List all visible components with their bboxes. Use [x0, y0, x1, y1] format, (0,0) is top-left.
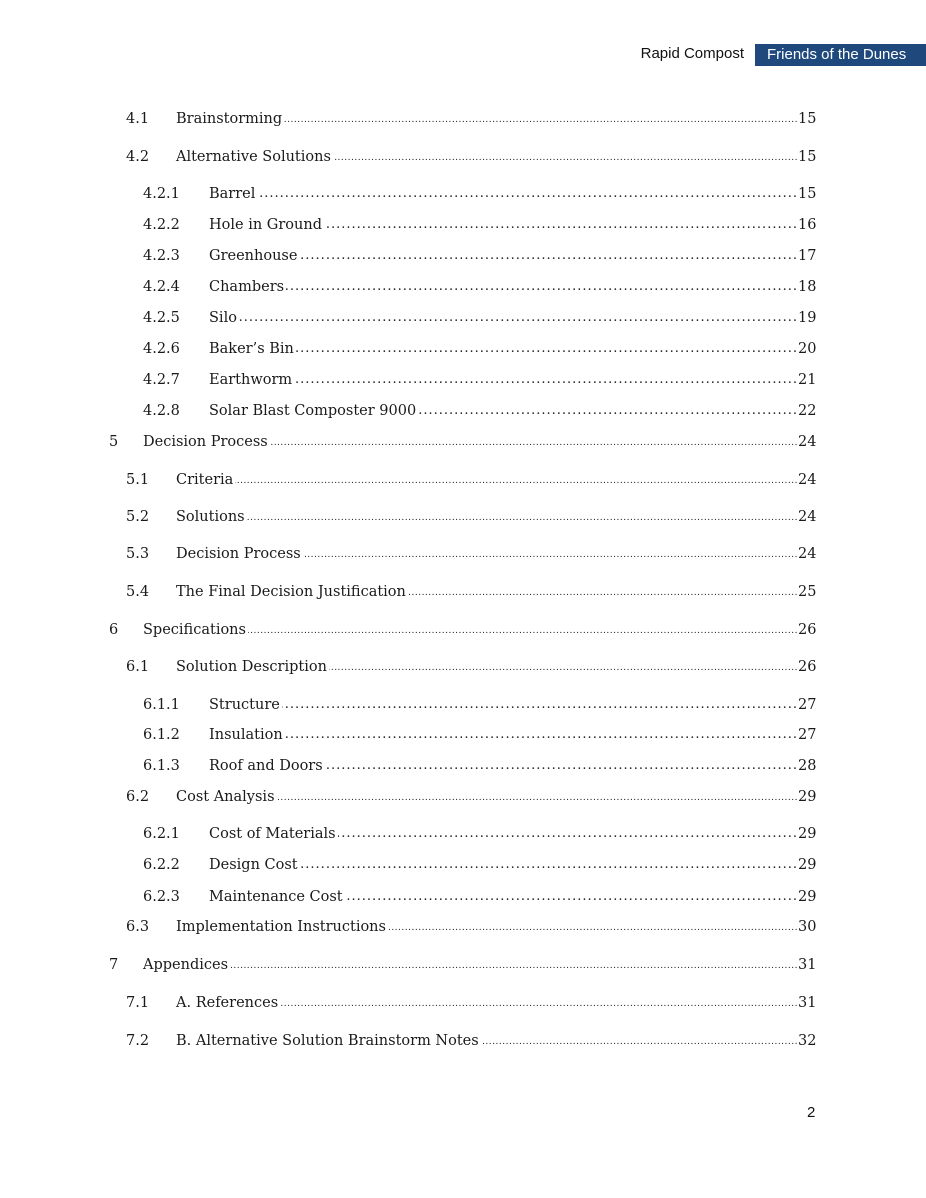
toc-entry-number: 6 [109, 622, 119, 638]
toc-entry-title: Solar Blast Composter 9000 [209, 400, 418, 422]
toc-entry-number: 4.2.5 [143, 310, 180, 326]
toc-entry[interactable] [0, 108, 926, 130]
toc-leader [270, 108, 798, 130]
toc-entry-number: 5.2 [126, 509, 150, 525]
toc-entry-number: 4.2 [126, 149, 150, 165]
toc-entry[interactable] [0, 214, 926, 236]
toc-entry-page: 29 [798, 786, 818, 808]
toc-entry[interactable] [0, 581, 926, 603]
toc-leader [272, 786, 798, 808]
toc-entry-title: Barrel [209, 183, 257, 205]
toc-leader [250, 183, 798, 205]
toc-entry-page: 26 [798, 619, 818, 641]
toc-leader [320, 146, 798, 168]
toc-entry-title: Insulation [209, 724, 285, 746]
toc-entry-page: 27 [798, 724, 818, 746]
toc-entry-number: 6.2 [126, 789, 150, 805]
toc-entry[interactable] [0, 854, 926, 876]
toc-entry-page: 30 [798, 916, 818, 938]
toc-leader [396, 581, 798, 603]
toc-entry-title: Alternative Solutions [176, 146, 333, 168]
toc-leader [292, 854, 798, 876]
toc-entry-number: 5 [109, 434, 119, 450]
toc-entry-title: Chambers [209, 276, 286, 298]
toc-entry-title: Greenhouse [209, 245, 299, 267]
toc-entry-title: Structure [209, 694, 282, 716]
toc-entry[interactable] [0, 183, 926, 205]
toc-entry-number: 6.2.3 [143, 889, 180, 905]
toc-entry-number: 4.2.4 [143, 279, 180, 295]
toc-entry-title: Hole in Ground [209, 214, 324, 236]
toc-entry-title: Specifications [143, 619, 248, 641]
toc-entry-page: 18 [798, 276, 818, 298]
toc-entry-number: 6.1.2 [143, 727, 180, 743]
toc-entry-title: The Final Decision Justification [176, 581, 408, 603]
toc-entry-number: 4.1 [126, 111, 150, 127]
toc-leader [284, 276, 798, 298]
toc-entry[interactable] [0, 369, 926, 391]
toc-entry-page: 24 [798, 506, 818, 528]
toc-entry-page: 21 [798, 369, 818, 391]
toc-entry[interactable] [0, 694, 926, 716]
toc-leader [244, 506, 798, 528]
toc-entry-page: 16 [798, 214, 818, 236]
toc-entry[interactable] [0, 823, 926, 845]
toc-entry-number: 6.1.3 [143, 758, 180, 774]
toc-entry-number: 4.2.6 [143, 341, 180, 357]
toc-entry[interactable] [0, 506, 926, 528]
toc-entry-number: 4.2.2 [143, 217, 180, 233]
toc-entry-title: Criteria [176, 469, 235, 491]
header-organization-banner: Friends of the Dunes [755, 44, 926, 66]
toc-entry-page: 28 [798, 755, 818, 777]
toc-entry-title: B. Alternative Solution Brainstorm Notes [176, 1030, 481, 1052]
header-document-title: Rapid Compost [640, 45, 744, 62]
toc-entry-page: 22 [798, 400, 818, 422]
toc-leader [284, 724, 798, 746]
toc-entry-page: 29 [798, 886, 818, 908]
toc-leader [318, 214, 798, 236]
toc-entry-title: A. References [176, 992, 280, 1014]
page-number: 2 [807, 1104, 816, 1121]
toc-entry[interactable] [0, 656, 926, 678]
toc-entry-page: 24 [798, 543, 818, 565]
toc-entry-title: Decision Process [143, 431, 270, 453]
toc-entry-title: Maintenance Cost [209, 886, 345, 908]
toc-entry-page: 25 [798, 581, 818, 603]
toc-entry-number: 5.1 [126, 472, 150, 488]
toc-entry[interactable] [0, 245, 926, 267]
toc-leader [330, 823, 798, 845]
toc-entry[interactable] [0, 786, 926, 808]
toc-leader [296, 245, 798, 267]
toc-entry[interactable] [0, 276, 926, 298]
toc-leader [322, 656, 798, 678]
toc-leader [294, 369, 798, 391]
toc-leader [320, 755, 798, 777]
toc-entry-number: 7.2 [126, 1033, 150, 1049]
toc-entry-number: 4.2.7 [143, 372, 180, 388]
toc-leader [296, 543, 798, 565]
toc-entry-number: 6.2.1 [143, 826, 180, 842]
toc-entry-number: 5.3 [126, 546, 150, 562]
toc-entry-page: 15 [798, 108, 818, 130]
toc-entry[interactable] [0, 146, 926, 168]
toc-entry[interactable] [0, 543, 926, 565]
toc-entry-page: 31 [798, 954, 818, 976]
toc-entry-page: 17 [798, 245, 818, 267]
toc-leader [278, 694, 798, 716]
toc-entry-title: Implementation Instructions [176, 916, 388, 938]
toc-entry-title: Silo [209, 307, 239, 329]
toc-entry-number: 4.2.8 [143, 403, 180, 419]
toc-entry[interactable] [0, 619, 926, 641]
toc-entry-number: 6.3 [126, 919, 150, 935]
toc-entry[interactable] [0, 886, 926, 908]
toc-entry-title: Roof and Doors [209, 755, 325, 777]
toc-entry-title: Brainstorming [176, 108, 284, 130]
toc-entry-page: 32 [798, 1030, 818, 1052]
toc-entry-page: 27 [798, 694, 818, 716]
toc-entry[interactable] [0, 954, 926, 976]
toc-leader [274, 992, 798, 1014]
toc-entry-number: 5.4 [126, 584, 150, 600]
toc-entry[interactable] [0, 724, 926, 746]
toc-entry-page: 24 [798, 431, 818, 453]
toc-entry-page: 19 [798, 307, 818, 329]
toc-entry-title: Solution Description [176, 656, 329, 678]
toc-leader [382, 916, 798, 938]
toc-entry-page: 31 [798, 992, 818, 1014]
toc-leader [338, 886, 798, 908]
toc-entry-page: 24 [798, 469, 818, 491]
toc-entry-title: Design Cost [209, 854, 300, 876]
toc-entry-title: Appendices [143, 954, 230, 976]
toc-entry-number: 4.2.3 [143, 248, 180, 264]
toc-entry[interactable] [0, 469, 926, 491]
toc-leader [242, 619, 798, 641]
toc-entry-number: 4.2.1 [143, 186, 180, 202]
toc-entry[interactable] [0, 992, 926, 1014]
toc-entry-number: 7.1 [126, 995, 150, 1011]
toc-entry-title: Decision Process [176, 543, 303, 565]
toc-entry-page: 15 [798, 183, 818, 205]
toc-leader [292, 338, 798, 360]
toc-leader [232, 469, 798, 491]
toc-entry-page: 29 [798, 854, 818, 876]
toc-entry-page: 26 [798, 656, 818, 678]
toc-entry[interactable] [0, 338, 926, 360]
toc-entry-title: Baker’s Bin [209, 338, 296, 360]
toc-leader [260, 431, 798, 453]
toc-entry-number: 6.1.1 [143, 697, 180, 713]
toc-entry-page: 29 [798, 823, 818, 845]
toc-entry[interactable] [0, 916, 926, 938]
toc-leader [408, 400, 798, 422]
toc-entry-title: Cost Analysis [176, 786, 277, 808]
page-header [0, 44, 926, 66]
toc-leader [238, 307, 798, 329]
toc-leader [228, 954, 798, 976]
toc-entry[interactable] [0, 307, 926, 329]
toc-entry-page: 15 [798, 146, 818, 168]
toc-entry[interactable] [0, 431, 926, 453]
toc-entry-number: 7 [109, 957, 119, 973]
toc-entry[interactable] [0, 400, 926, 422]
toc-entry-title: Solutions [176, 506, 247, 528]
toc-entry-number: 6.1 [126, 659, 150, 675]
toc-entry-page: 20 [798, 338, 818, 360]
toc-entry-number: 6.2.2 [143, 857, 180, 873]
toc-entry[interactable] [0, 1030, 926, 1052]
toc-leader [466, 1030, 798, 1052]
toc-entry[interactable] [0, 755, 926, 777]
toc-entry-title: Cost of Materials [209, 823, 338, 845]
toc-entry-title: Earthworm [209, 369, 294, 391]
